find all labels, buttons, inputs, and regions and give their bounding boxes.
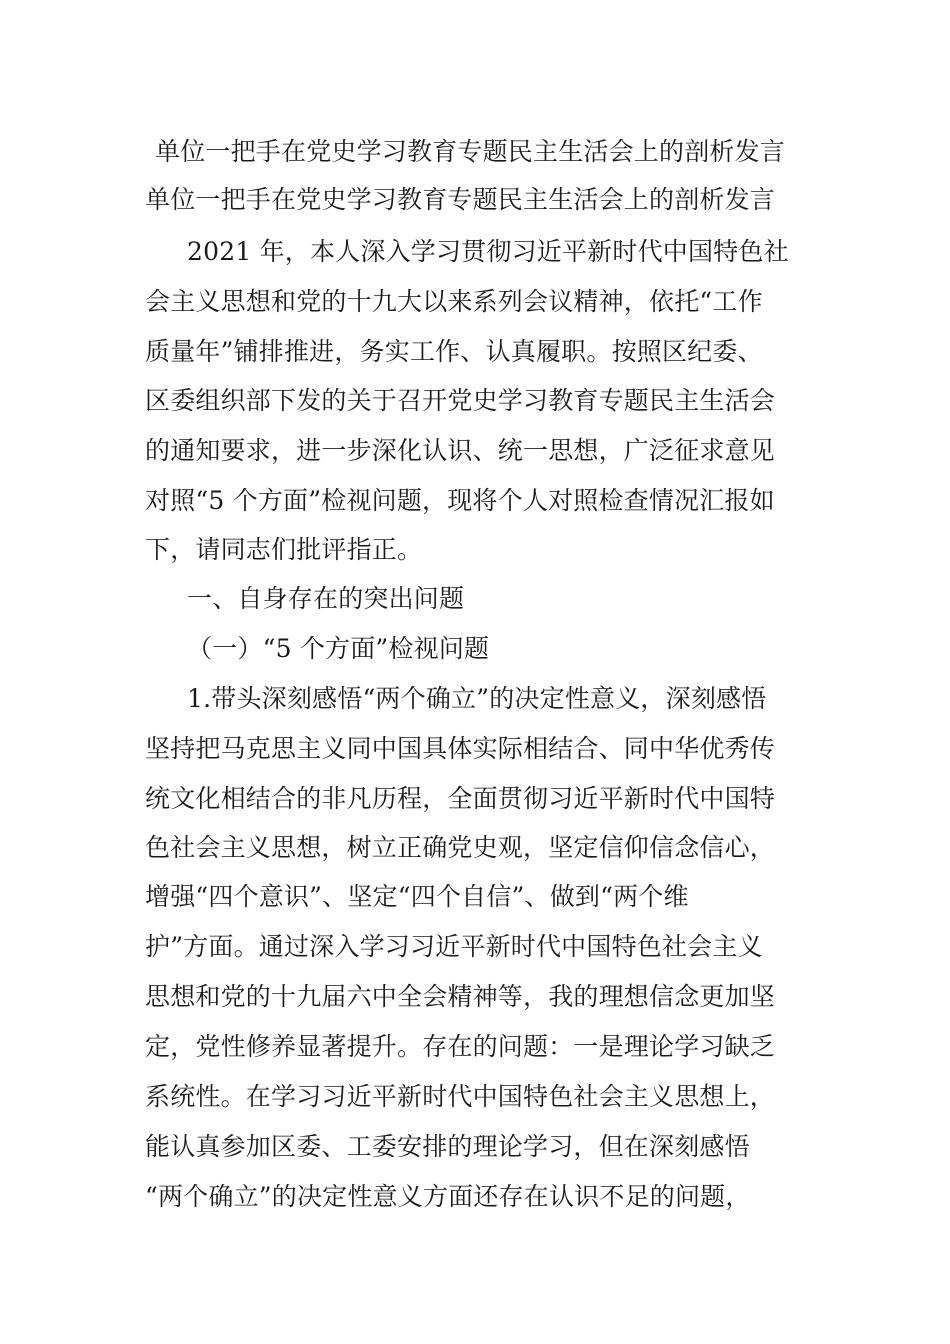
item-paragraph-line: 1.带头深刻感悟“两个确立”的决定性意义，深刻感悟 (187, 684, 767, 713)
document-title: 单位一把手在党史学习教育专题民主生活会上的剖析发言 (155, 137, 786, 166)
intro-paragraph-line: 区委组织部下发的关于召开党史学习教育专题民主生活会 (145, 386, 776, 415)
intro-paragraph-line: 的通知要求，进一步深化认识、统一思想，广泛征求意见 (145, 436, 776, 465)
item-paragraph-line: 系统性。在学习习近平新时代中国特色社会主义思想上， (145, 1082, 776, 1111)
item-paragraph-line: 坚持把马克思主义同中国具体实际相结合、同中华优秀传 (145, 734, 776, 763)
item-paragraph-line: 思想和党的十九届六中全会精神等，我的理想信念更加坚 (145, 982, 776, 1011)
item-paragraph-line: 增强“四个意识”、坚定“四个自信”、做到“两个维 (145, 882, 689, 911)
item-paragraph-line: 统文化相结合的非凡历程，全面贯彻习近平新时代中国特 (145, 784, 776, 813)
item-paragraph-line: 色社会主义思想，树立正确党史观，坚定信仰信念信心， (145, 833, 776, 862)
item-paragraph-line: 能认真参加区委、工委安排的理论学习，但在深刻感悟 (145, 1132, 750, 1161)
section-heading: 一、自身存在的突出问题 (187, 584, 465, 613)
item-paragraph-line: 护”方面。通过深入学习习近平新时代中国特色社会主义 (145, 932, 763, 961)
item-paragraph-line: 定，党性修养显著提升。存在的问题：一是理论学习缺乏 (145, 1032, 776, 1061)
intro-paragraph-line: 质量年”铺排推进，务实工作、认真履职。按照区纪委、 (145, 337, 763, 366)
intro-paragraph-line: 下，请同志们批评指正。 (145, 535, 423, 564)
subsection-heading: （一）“5 个方面”检视问题 (187, 634, 490, 663)
document-title-repeat: 单位一把手在党史学习教育专题民主生活会上的剖析发言 (145, 185, 776, 214)
intro-paragraph-line: 2021 年，本人深入学习贯彻习近平新时代中国特色社 (187, 237, 789, 266)
item-paragraph-line: “两个确立”的决定性意义方面还存在认识不足的问题， (145, 1182, 751, 1211)
intro-paragraph-line: 会主义思想和党的十九大以来系列会议精神，依托“工作 (145, 287, 763, 316)
intro-paragraph-line: 对照“5 个方面”检视问题，现将个人对照检查情况汇报如 (145, 486, 775, 515)
